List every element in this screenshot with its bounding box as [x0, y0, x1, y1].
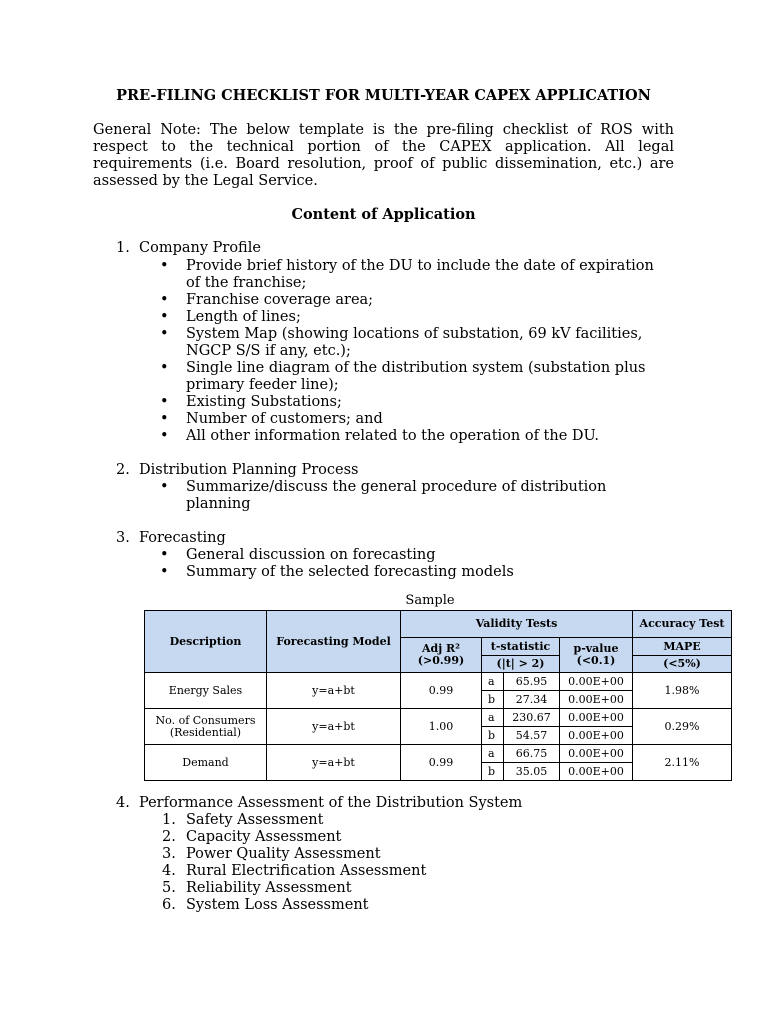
- list-item: • All other information related to the operation of the DU.: [160, 428, 600, 444]
- header-mape: MAPE: [633, 638, 732, 656]
- general-note: General Note: The below template is the pre-filing checklist of ROS with respect to the technical portion of the CAPEX application. All legal requirements (i.e. Board resolution, proof of public dissemination, etc.) are assessed by the Legal Service.: [93, 122, 674, 189]
- assessment-list: [162, 812, 426, 914]
- bullet-icon: •: [160, 309, 169, 325]
- distribution-planning-bullets: [160, 479, 640, 513]
- list-item: • Summarize/discuss the general procedure of distribution planning: [160, 479, 607, 512]
- list-item: • Provide brief history of the DU to include the date of expiration of the franchise;: [160, 258, 654, 291]
- table-caption: Sample: [405, 593, 455, 608]
- list-item: 5. Reliability Assessment: [162, 880, 352, 896]
- bullet-icon: •: [160, 326, 169, 342]
- section-title: Forecasting: [139, 530, 226, 546]
- bullet-icon: •: [160, 547, 169, 563]
- header-accuracy-test: Accuracy Test: [633, 611, 732, 638]
- list-item: 4. Rural Electrification Assessment: [162, 863, 427, 879]
- section-number: 2.: [116, 462, 130, 478]
- table-row: b 27.34 0.00E+00: [145, 691, 732, 709]
- header-t-statistic: t-statistic: [482, 638, 560, 656]
- bullet-icon: •: [160, 360, 169, 376]
- bullet-icon: •: [160, 428, 169, 444]
- forecasting-bullets: [160, 547, 660, 581]
- header-p-value: p-value (<0.1): [560, 638, 633, 673]
- list-item: • Existing Substations;: [160, 394, 342, 410]
- list-item: • Single line diagram of the distribution system (substation plus primary feeder line);: [160, 360, 646, 393]
- header-t-criterion: (|t| > 2): [482, 656, 560, 673]
- section-company-profile: [116, 240, 261, 257]
- section-distribution-planning: [116, 462, 358, 479]
- bullet-icon: •: [160, 258, 169, 274]
- section-forecasting: [116, 530, 226, 547]
- header-validity-tests: Validity Tests: [401, 611, 633, 638]
- header-adj-r2: Adj R² (>0.99): [401, 638, 482, 673]
- section-title: Distribution Planning Process: [139, 462, 359, 478]
- table-row: b 35.05 0.00E+00: [145, 763, 732, 781]
- section-title: Company Profile: [139, 240, 261, 256]
- table-row: b 54.57 0.00E+00: [145, 727, 732, 745]
- section-number: 3.: [116, 530, 130, 546]
- list-item: • Length of lines;: [160, 309, 301, 325]
- header-forecasting-model: Forecasting Model: [267, 611, 401, 673]
- company-profile-bullets: [160, 258, 660, 445]
- section-number: 4.: [116, 795, 130, 811]
- header-description: Description: [145, 611, 267, 673]
- list-item: 2. Capacity Assessment: [162, 829, 342, 845]
- bullet-icon: •: [160, 564, 169, 580]
- header-mape-criterion: (<5%): [633, 656, 732, 673]
- list-item: • General discussion on forecasting: [160, 547, 436, 563]
- list-item: • Summary of the selected forecasting models: [160, 564, 514, 580]
- table-row: No. of Consumers (Residential) y=a+bt 1.00 a 230.67 0.00E+00 0.29%: [145, 709, 732, 727]
- list-item: • Number of customers; and: [160, 411, 383, 427]
- bullet-icon: •: [160, 479, 169, 495]
- list-item: 3. Power Quality Assessment: [162, 846, 381, 862]
- list-item: • Franchise coverage area;: [160, 292, 374, 308]
- forecasting-table: [144, 610, 732, 781]
- page-title: PRE-FILING CHECKLIST FOR MULTI-YEAR CAPEX APPLICATION: [116, 87, 651, 104]
- table-row: Energy Sales y=a+bt 0.99 a 65.95 0.00E+00 1.98%: [145, 673, 732, 691]
- list-item: • System Map (showing locations of substation, 69 kV facilities, NGCP S/S if any, etc.);: [160, 326, 643, 359]
- bullet-icon: •: [160, 292, 169, 308]
- list-item: 6. System Loss Assessment: [162, 897, 369, 913]
- table-row: Demand y=a+bt 0.99 a 66.75 0.00E+00 2.11%: [145, 745, 732, 763]
- content-heading: Content of Application: [291, 206, 476, 223]
- bullet-icon: •: [160, 394, 169, 410]
- section-title: Performance Assessment of the Distribution System: [139, 795, 523, 811]
- bullet-icon: •: [160, 411, 169, 427]
- list-item: 1. Safety Assessment: [162, 812, 324, 828]
- section-number: 1.: [116, 240, 130, 256]
- section-performance-assessment: [116, 795, 522, 812]
